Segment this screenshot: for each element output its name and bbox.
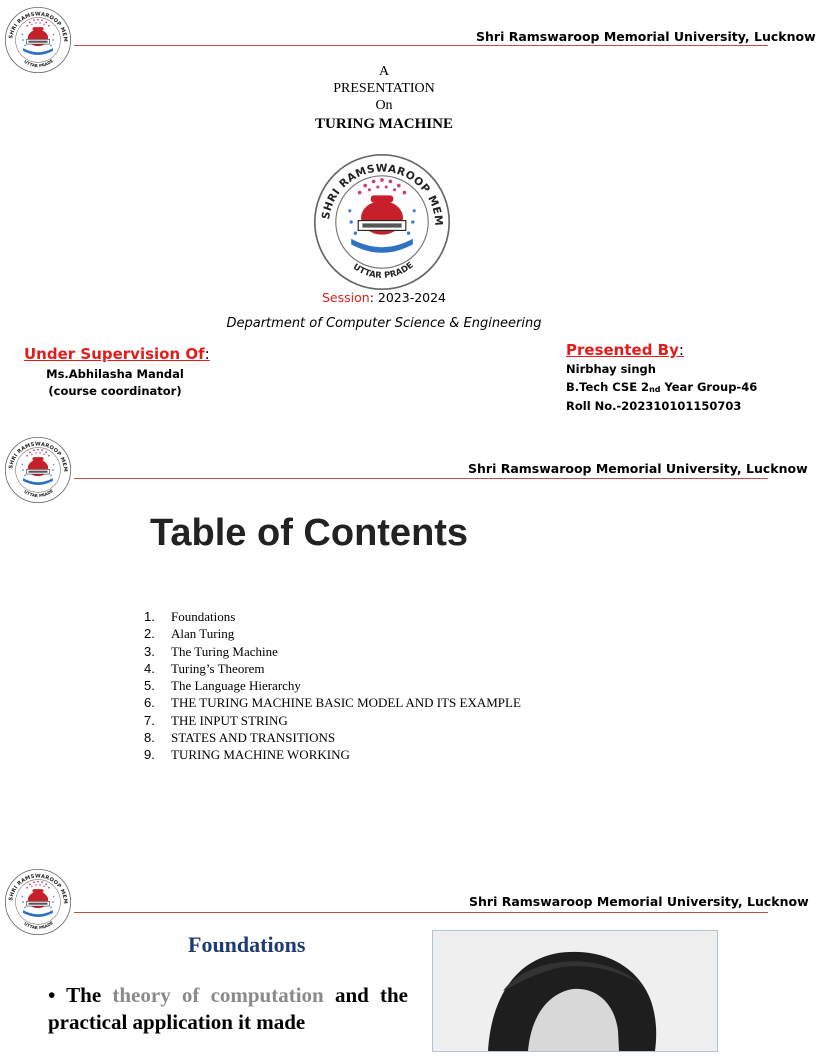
- toc-num: 5.: [144, 678, 155, 694]
- slide-title: [0, 0, 816, 430]
- intro-a: A: [378, 64, 390, 79]
- supervision-heading: [24, 345, 210, 363]
- presenter-name: Nirbhay singh: [566, 362, 656, 376]
- toc-text: THE INPUT STRING: [171, 712, 288, 728]
- toc-text: The Language Hierarchy: [171, 678, 301, 694]
- list-item: [144, 694, 521, 711]
- foundations-bullet: [48, 982, 408, 1036]
- presenter-roll: Roll No.-202310101150703: [566, 399, 742, 413]
- header-divider: [74, 478, 768, 479]
- university-name: Shri Ramswaroop Memorial University, Lucknow: [468, 461, 808, 476]
- list-item: [144, 712, 521, 729]
- list-item: [144, 677, 521, 694]
- toc-text: Foundations: [171, 609, 236, 624]
- presented-heading: [566, 341, 684, 359]
- list-item: [144, 608, 521, 625]
- university-seal-icon: [312, 152, 452, 292]
- supervision-title: Under Supervision Of: [24, 345, 205, 363]
- slide-table-of-contents: [0, 430, 808, 862]
- presented-colon: :: [678, 341, 684, 359]
- bullet-text-b: and the practical application it made: [48, 983, 408, 1034]
- alan-turing-photo: [432, 930, 718, 1052]
- toc-text: TURING MACHINE WORKING: [171, 747, 350, 763]
- supervisor-name: Ms.Abhilasha Mandal: [46, 367, 184, 381]
- toc-num: 8.: [144, 730, 155, 746]
- bullet-text-highlight: theory of computation: [112, 983, 324, 1007]
- supervision-colon: :: [204, 345, 210, 363]
- department: Department of Computer Science & Engineering: [226, 316, 542, 331]
- toc-num: 3.: [144, 643, 155, 659]
- session-value: 2023-2024: [373, 290, 447, 305]
- presenter-course: [566, 380, 757, 394]
- toc-text: STATES AND TRANSITIONS: [171, 730, 336, 746]
- toc-list: [144, 608, 521, 764]
- list-item: [144, 729, 521, 746]
- bullet-glyph: •: [48, 983, 56, 1007]
- university-logo-icon: [4, 868, 72, 936]
- presented-title: Presented By: [566, 341, 679, 359]
- header-divider: [74, 45, 768, 46]
- toc-num: 4.: [144, 660, 155, 676]
- toc-title: Table of Contents: [150, 512, 469, 554]
- university-logo-icon: [4, 436, 72, 504]
- list-item: [144, 643, 521, 660]
- session-line: [0, 290, 768, 305]
- bullet-text-a: The: [55, 983, 113, 1007]
- list-item: [144, 660, 521, 677]
- toc-num: 9.: [144, 747, 155, 763]
- slide-foundations: [0, 862, 809, 1034]
- toc-num: 2.: [144, 626, 155, 642]
- toc-text: THE TURING MACHINE BASIC MODEL AND ITS EXAMPLE: [171, 695, 521, 711]
- header-divider: [74, 912, 768, 913]
- intro-presentation: PRESENTATION: [333, 81, 435, 96]
- session-label: Session: [321, 290, 370, 305]
- toc-text: Turing’s Theorem: [171, 660, 265, 676]
- session-colon: :: [369, 290, 374, 305]
- presentation-title: TURING MACHINE: [315, 116, 453, 132]
- foundations-title: Foundations: [188, 932, 306, 957]
- toc-num: 7.: [144, 712, 155, 728]
- toc-text: The Turing Machine: [171, 643, 278, 659]
- list-item: [144, 625, 521, 642]
- portrait-icon: [433, 931, 717, 1051]
- toc-num: 1.: [144, 609, 155, 624]
- toc-num: 6.: [144, 695, 155, 711]
- presenter-course-b: Year Group-46: [660, 380, 758, 394]
- toc-text: Alan Turing: [171, 626, 235, 642]
- list-item: [144, 746, 521, 763]
- presenter-course-a: B.Tech CSE 2: [566, 380, 650, 394]
- presenter-course-sub: nd: [649, 385, 661, 394]
- supervisor-role: (course coordinator): [48, 384, 182, 398]
- intro-on: On: [375, 98, 393, 113]
- university-name: Shri Ramswaroop Memorial University, Lucknow: [469, 894, 809, 909]
- university-name: Shri Ramswaroop Memorial University, Lucknow: [476, 29, 816, 44]
